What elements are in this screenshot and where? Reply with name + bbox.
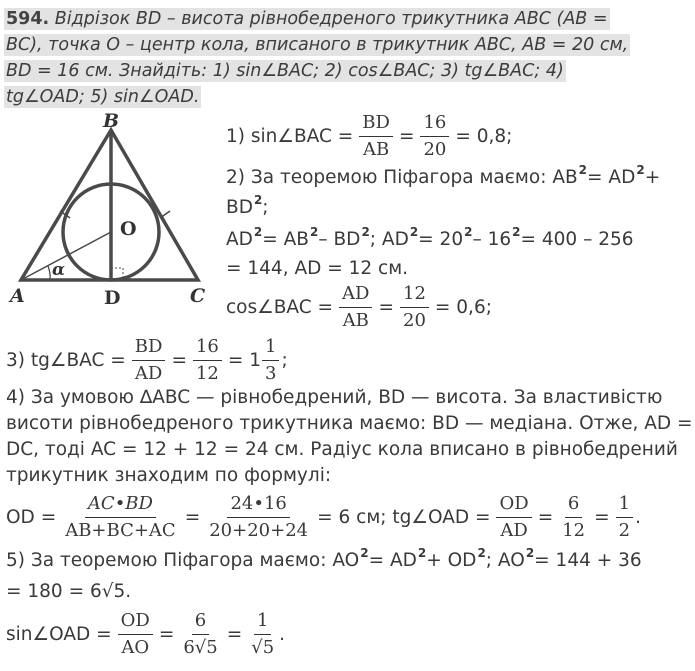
- fraction-bd-ab: $\frac{BD}{AB}$: [359, 112, 393, 161]
- fraction-12-20: $\frac{12}{20}$: [400, 283, 429, 332]
- triangle-figure: [8, 108, 220, 313]
- fraction-6-6sqrt5: $\frac{6}{6√5}$: [183, 610, 218, 658]
- step-2-ad-formula: AD 2 = AB 2 – BD 2 ; AD 2 = 20 2 – 16 2 = 400 – 256: [226, 225, 634, 250]
- label-d: D: [104, 287, 121, 309]
- step-4-line-3: DC, тоді AC = 12 + 12 = 24 см. Радіус кола вписано в рівнобедрений: [6, 439, 678, 460]
- step-2-pythagoras: 2) За теоремою Піфагора маємо: AB 2 = AD 2 +: [226, 163, 661, 188]
- step-4-line-2: висоти рівнобедреного трикутника маємо: BD — медіана. Отже, AD =: [6, 413, 693, 434]
- problem-line-2: BC), точка O – центр кола, вписаного в трикутник ABC, AB = 20 см,: [6, 35, 629, 55]
- label-a: A: [10, 285, 25, 307]
- step-4-line-4: трикутник знаходим по формулі:: [6, 465, 332, 486]
- step-3-tg-bac: 3) tg∠BAC = $\frac{BD}{AD}$ = $\frac{16}{12}$ = 1 $\frac{1}{3}$ ;: [6, 336, 288, 384]
- problem-line-4: tg∠OAD; 5) sin∠OAD.: [6, 87, 200, 107]
- problem-line-3: BD = 16 см. Знайдіть: 1) sin∠BAC; 2) cos∠BAC; 3) tg∠BAC; 4): [6, 61, 564, 81]
- step-4-od-formula: OD = $\frac{AC•BD}{AB+BC+AC}$ = $\frac{24•16}{20+20+24}$ = 6 см; tg∠OAD = $\frac{OD}{AD}$ = $\frac{6}{12}$ = $\frac{1}{2}$ .: [6, 493, 641, 541]
- problem-number: 594.: [6, 9, 50, 29]
- step-4-line-1: 4) За умовою ∆ABC — рівнобедрений, BD — висота. За властивістю: [6, 387, 663, 408]
- problem-line-1: Відрізок BD – висота рівнобедреного трикутника ABC (AB =: [49, 9, 608, 29]
- step-5-sin-oad: sin∠OAD = $\frac{OD}{AO}$ = $\frac{6}{6√5}$ = $\frac{1}{√5}$ .: [6, 610, 286, 658]
- label-c: C: [190, 285, 206, 307]
- fraction-1-2: $\frac{1}{2}$: [616, 493, 633, 542]
- step-2-bd-squared: BD 2 ;: [226, 193, 269, 218]
- fraction-16-12: $\frac{16}{12}$: [193, 336, 222, 385]
- step-1-sin-bac: 1) sin∠BAC = $\frac{BD}{AB}$ = $\frac{16}{20}$ = 0,8;: [226, 112, 513, 160]
- fraction-16-20: $\frac{16}{20}$: [420, 112, 449, 161]
- problem-statement: [4, 6, 664, 110]
- step-2-cos-bac: cos∠BAC = $\frac{AD}{AB}$ = $\frac{12}{20}$ = 0,6;: [226, 283, 492, 331]
- step-5-pythagoras: 5) За теоремою Піфагора маємо: AO 2 = AD 2 + OD 2 ; AO 2 = 144 + 36: [6, 546, 642, 571]
- step-2-ad-result: = 144, AD = 12 см.: [226, 258, 409, 279]
- fraction-1-3: $\frac{1}{3}$: [262, 336, 279, 385]
- fraction-ac-bd-perimeter: $\frac{AC•BD}{AB+BC+AC}$: [65, 493, 176, 541]
- label-alpha: α: [52, 260, 66, 280]
- fraction-6-12: $\frac{6}{12}$: [562, 493, 586, 541]
- fraction-24-16-64: $\frac{24•16}{20+20+24}$: [209, 493, 309, 541]
- fraction-bd-ad: $\frac{BD}{AD}$: [132, 336, 166, 385]
- label-b: B: [103, 110, 120, 132]
- step-5-ao-result: = 180 = 6√5.: [6, 581, 132, 602]
- fraction-1-sqrt5: $\frac{1}{√5}$: [251, 610, 275, 658]
- fraction-ad-ab: $\frac{AD}{AB}$: [339, 283, 372, 332]
- angle-arc: [48, 266, 50, 280]
- label-o: O: [120, 218, 137, 240]
- fraction-od-ao: $\frac{OD}{AO}$: [118, 610, 153, 659]
- fraction-od-ad: $\frac{OD}{AD}$: [496, 493, 531, 542]
